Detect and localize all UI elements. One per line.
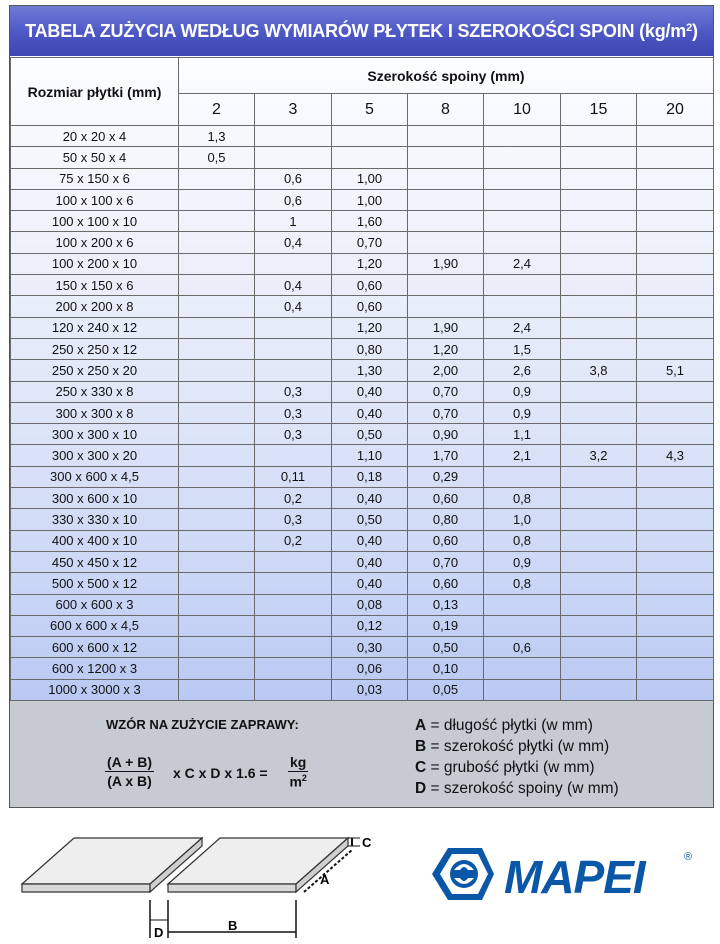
consumption-value-cell: 0,3 xyxy=(255,381,332,402)
consumption-value-cell xyxy=(179,594,255,615)
consumption-value-cell: 0,4 xyxy=(255,232,332,253)
consumption-value-cell xyxy=(561,211,637,232)
consumption-value-cell xyxy=(484,594,561,615)
consumption-value-cell xyxy=(179,466,255,487)
joint-width-column-15: 15 xyxy=(561,94,637,126)
table-row xyxy=(11,658,714,679)
table-row xyxy=(11,296,714,317)
footer-area xyxy=(0,812,720,944)
joint-width-header: Szerokość spoiny (mm) xyxy=(179,58,714,94)
tile-size-header: Rozmiar płytki (mm) xyxy=(11,58,179,126)
formula-heading: WZÓR NA ZUŻYCIE ZAPRAWY: xyxy=(106,717,299,732)
tile-size-cell: 100 x 100 x 10 xyxy=(11,211,179,232)
consumption-value-cell xyxy=(179,615,255,636)
consumption-value-cell xyxy=(637,509,714,530)
legend-text: = szerokość spoiny (w mm) xyxy=(426,780,619,797)
consumption-value-cell: 2,00 xyxy=(408,360,484,381)
consumption-value-cell xyxy=(561,126,637,147)
consumption-value-cell xyxy=(637,594,714,615)
tile-size-cell: 600 x 600 x 3 xyxy=(11,594,179,615)
consumption-value-cell: 0,05 xyxy=(408,679,484,700)
legend-key: C xyxy=(415,759,427,776)
consumption-value-cell xyxy=(408,232,484,253)
consumption-value-cell xyxy=(637,573,714,594)
table-row xyxy=(11,317,714,338)
consumption-value-cell xyxy=(561,147,637,168)
tile-size-cell: 200 x 200 x 8 xyxy=(11,296,179,317)
consumption-value-cell: 0,08 xyxy=(332,594,408,615)
consumption-table xyxy=(10,57,714,701)
consumption-value-cell: 0,3 xyxy=(255,509,332,530)
tile-left-front xyxy=(22,884,150,892)
formula-unit-m2 xyxy=(289,772,306,790)
tile-size-cell: 100 x 200 x 6 xyxy=(11,232,179,253)
mapei-logo xyxy=(418,840,708,910)
consumption-value-cell xyxy=(179,275,255,296)
consumption-value-cell: 0,60 xyxy=(332,296,408,317)
logo-wordmark: MAPEI xyxy=(504,851,645,903)
consumption-value-cell xyxy=(484,189,561,210)
consumption-value-cell: 1,00 xyxy=(332,189,408,210)
table-row xyxy=(11,509,714,530)
consumption-value-cell: 0,2 xyxy=(255,488,332,509)
tile-size-cell: 300 x 300 x 10 xyxy=(11,424,179,445)
consumption-value-cell xyxy=(255,594,332,615)
consumption-value-cell xyxy=(179,658,255,679)
joint-width-column-5: 5 xyxy=(332,94,408,126)
consumption-value-cell xyxy=(637,275,714,296)
consumption-value-cell xyxy=(255,551,332,572)
table-row xyxy=(11,338,714,359)
consumption-value-cell xyxy=(332,147,408,168)
tile-size-cell: 100 x 100 x 6 xyxy=(11,189,179,210)
consumption-value-cell: 1,3 xyxy=(179,126,255,147)
consumption-value-cell xyxy=(637,488,714,509)
consumption-value-cell xyxy=(484,232,561,253)
consumption-value-cell: 3,8 xyxy=(561,360,637,381)
tile-size-cell: 300 x 600 x 10 xyxy=(11,488,179,509)
table-row xyxy=(11,360,714,381)
consumption-value-cell xyxy=(408,126,484,147)
tile-size-cell: 500 x 500 x 12 xyxy=(11,573,179,594)
legend-text: = grubość płytki (w mm) xyxy=(426,759,595,776)
consumption-value-cell xyxy=(179,509,255,530)
formula-unit xyxy=(288,754,308,790)
legend-key: A xyxy=(415,717,427,734)
dim-b-label: B xyxy=(228,918,238,933)
table-title xyxy=(10,6,713,56)
tile-dimension-diagram xyxy=(14,824,374,944)
consumption-value-cell: 1,70 xyxy=(408,445,484,466)
formula-fraction xyxy=(105,754,154,789)
consumption-value-cell: 0,5 xyxy=(179,147,255,168)
consumption-value-cell: 0,40 xyxy=(332,573,408,594)
consumption-value-cell xyxy=(179,637,255,658)
consumption-value-cell: 3,2 xyxy=(561,445,637,466)
consumption-value-cell: 0,90 xyxy=(408,424,484,445)
formula-unit-kg: kg xyxy=(290,754,307,770)
consumption-value-cell xyxy=(255,317,332,338)
table-row xyxy=(11,147,714,168)
consumption-value-cell: 2,6 xyxy=(484,360,561,381)
title-end: ) xyxy=(692,20,698,41)
consumption-value-cell xyxy=(561,253,637,274)
consumption-value-cell: 0,6 xyxy=(255,168,332,189)
consumption-value-cell: 0,3 xyxy=(255,402,332,423)
legend-key: B xyxy=(415,738,427,755)
consumption-value-cell: 0,2 xyxy=(255,530,332,551)
table-row xyxy=(11,615,714,636)
consumption-value-cell xyxy=(637,615,714,636)
consumption-value-cell xyxy=(484,147,561,168)
consumption-value-cell xyxy=(179,551,255,572)
tile-size-cell: 150 x 150 x 6 xyxy=(11,275,179,296)
consumption-value-cell: 1,00 xyxy=(332,168,408,189)
tile-size-cell: 330 x 330 x 10 xyxy=(11,509,179,530)
consumption-value-cell: 0,06 xyxy=(332,658,408,679)
table-row xyxy=(11,126,714,147)
tile-right-front xyxy=(168,884,296,892)
tile-size-cell: 1000 x 3000 x 3 xyxy=(11,679,179,700)
tile-size-cell: 75 x 150 x 6 xyxy=(11,168,179,189)
table-row xyxy=(11,253,714,274)
consumption-value-cell xyxy=(561,168,637,189)
consumption-value-cell: 1,20 xyxy=(408,338,484,359)
consumption-value-cell xyxy=(484,679,561,700)
consumption-value-cell xyxy=(408,296,484,317)
consumption-value-cell: 0,19 xyxy=(408,615,484,636)
consumption-value-cell: 0,9 xyxy=(484,402,561,423)
consumption-value-cell xyxy=(637,466,714,487)
consumption-value-cell: 0,8 xyxy=(484,530,561,551)
joint-width-column-20: 20 xyxy=(637,94,714,126)
formula-section xyxy=(10,700,713,807)
consumption-value-cell: 0,8 xyxy=(484,488,561,509)
consumption-value-cell xyxy=(637,381,714,402)
consumption-value-cell xyxy=(561,275,637,296)
consumption-value-cell: 0,11 xyxy=(255,466,332,487)
tile-size-cell: 120 x 240 x 12 xyxy=(11,317,179,338)
consumption-value-cell xyxy=(637,189,714,210)
consumption-value-cell xyxy=(637,211,714,232)
consumption-value-cell xyxy=(561,381,637,402)
consumption-value-cell: 0,9 xyxy=(484,551,561,572)
table-row xyxy=(11,445,714,466)
table-row xyxy=(11,488,714,509)
table-row xyxy=(11,168,714,189)
consumption-value-cell xyxy=(179,296,255,317)
consumption-value-cell xyxy=(179,424,255,445)
consumption-value-cell: 2,1 xyxy=(484,445,561,466)
consumption-value-cell: 0,03 xyxy=(332,679,408,700)
dim-d-label: D xyxy=(154,925,164,940)
consumption-value-cell xyxy=(179,189,255,210)
consumption-table-panel xyxy=(9,5,714,808)
consumption-value-cell xyxy=(408,147,484,168)
consumption-value-cell xyxy=(179,253,255,274)
consumption-value-cell: 1,30 xyxy=(332,360,408,381)
tile-size-cell: 20 x 20 x 4 xyxy=(11,126,179,147)
tile-size-cell: 250 x 250 x 12 xyxy=(11,338,179,359)
consumption-value-cell xyxy=(179,445,255,466)
dim-a-label: A xyxy=(320,872,330,887)
consumption-value-cell xyxy=(561,573,637,594)
tile-size-cell: 300 x 600 x 4,5 xyxy=(11,466,179,487)
logo-registered-mark: ® xyxy=(684,851,693,863)
consumption-value-cell xyxy=(179,679,255,700)
consumption-value-cell: 0,60 xyxy=(332,275,408,296)
table-row xyxy=(11,466,714,487)
consumption-value-cell xyxy=(408,168,484,189)
consumption-value-cell xyxy=(179,488,255,509)
consumption-value-cell xyxy=(561,509,637,530)
consumption-value-cell: 0,70 xyxy=(332,232,408,253)
consumption-value-cell: 1,0 xyxy=(484,509,561,530)
consumption-value-cell xyxy=(484,296,561,317)
consumption-value-cell: 0,50 xyxy=(332,424,408,445)
tile-size-cell: 450 x 450 x 12 xyxy=(11,551,179,572)
consumption-value-cell xyxy=(179,211,255,232)
consumption-value-cell: 0,12 xyxy=(332,615,408,636)
table-row xyxy=(11,381,714,402)
consumption-value-cell: 0,6 xyxy=(484,637,561,658)
consumption-value-cell xyxy=(561,615,637,636)
consumption-value-cell xyxy=(561,658,637,679)
consumption-value-cell xyxy=(637,679,714,700)
consumption-value-cell: 0,30 xyxy=(332,637,408,658)
consumption-value-cell xyxy=(484,466,561,487)
consumption-value-cell xyxy=(179,360,255,381)
formula-numerator: (A + B) xyxy=(107,754,152,770)
consumption-value-cell xyxy=(484,126,561,147)
consumption-value-cell xyxy=(255,445,332,466)
tile-size-cell: 50 x 50 x 4 xyxy=(11,147,179,168)
consumption-value-cell xyxy=(408,211,484,232)
joint-width-column-10: 10 xyxy=(484,94,561,126)
tile-size-cell: 250 x 330 x 8 xyxy=(11,381,179,402)
consumption-value-cell xyxy=(561,189,637,210)
consumption-value-cell: 0,70 xyxy=(408,381,484,402)
consumption-value-cell: 0,40 xyxy=(332,381,408,402)
consumption-value-cell xyxy=(255,253,332,274)
consumption-value-cell: 0,3 xyxy=(255,424,332,445)
table-row xyxy=(11,232,714,253)
consumption-value-cell xyxy=(484,658,561,679)
consumption-value-cell xyxy=(179,317,255,338)
unit-m: m xyxy=(289,773,302,790)
tile-size-cell: 400 x 400 x 10 xyxy=(11,530,179,551)
consumption-value-cell: 0,60 xyxy=(408,488,484,509)
consumption-value-cell xyxy=(332,126,408,147)
consumption-value-cell: 0,40 xyxy=(332,551,408,572)
consumption-value-cell: 4,3 xyxy=(637,445,714,466)
consumption-value-cell xyxy=(179,402,255,423)
consumption-value-cell xyxy=(255,360,332,381)
consumption-value-cell xyxy=(255,338,332,359)
table-row xyxy=(11,679,714,700)
consumption-value-cell xyxy=(637,296,714,317)
consumption-value-cell: 0,29 xyxy=(408,466,484,487)
consumption-value-cell: 0,18 xyxy=(332,466,408,487)
consumption-value-cell xyxy=(484,615,561,636)
consumption-value-cell: 0,50 xyxy=(332,509,408,530)
consumption-value-cell xyxy=(561,488,637,509)
consumption-value-cell xyxy=(561,594,637,615)
consumption-value-cell xyxy=(637,637,714,658)
tile-size-cell: 300 x 300 x 8 xyxy=(11,402,179,423)
consumption-value-cell xyxy=(561,679,637,700)
consumption-value-cell xyxy=(179,168,255,189)
consumption-value-cell: 0,60 xyxy=(408,530,484,551)
table-row xyxy=(11,275,714,296)
table-row xyxy=(11,594,714,615)
consumption-value-cell: 0,8 xyxy=(484,573,561,594)
legend-item xyxy=(415,715,619,736)
consumption-value-cell: 0,50 xyxy=(408,637,484,658)
consumption-value-cell xyxy=(561,637,637,658)
legend-item xyxy=(415,757,619,778)
legend-item xyxy=(415,736,619,757)
consumption-value-cell: 1,90 xyxy=(408,253,484,274)
unit-m-sup: 2 xyxy=(301,773,307,783)
consumption-value-cell xyxy=(408,189,484,210)
consumption-value-cell: 1,5 xyxy=(484,338,561,359)
consumption-value-cell xyxy=(561,424,637,445)
consumption-value-cell xyxy=(561,338,637,359)
legend-key: D xyxy=(415,780,427,797)
tile-size-cell: 600 x 1200 x 3 xyxy=(11,658,179,679)
consumption-value-cell xyxy=(484,211,561,232)
table-row xyxy=(11,573,714,594)
consumption-value-cell: 1,10 xyxy=(332,445,408,466)
consumption-value-cell: 0,4 xyxy=(255,275,332,296)
consumption-value-cell xyxy=(255,679,332,700)
consumption-value-cell xyxy=(561,551,637,572)
consumption-value-cell: 1,20 xyxy=(332,253,408,274)
consumption-value-cell xyxy=(255,573,332,594)
consumption-value-cell: 0,10 xyxy=(408,658,484,679)
consumption-value-cell xyxy=(408,275,484,296)
table-row xyxy=(11,530,714,551)
joint-width-column-2: 2 xyxy=(179,94,255,126)
consumption-value-cell xyxy=(561,402,637,423)
consumption-value-cell: 5,1 xyxy=(637,360,714,381)
consumption-value-cell: 0,9 xyxy=(484,381,561,402)
formula-denominator: (A x B) xyxy=(107,773,152,789)
consumption-value-cell: 1,60 xyxy=(332,211,408,232)
joint-width-column-8: 8 xyxy=(408,94,484,126)
consumption-value-cell: 1,90 xyxy=(408,317,484,338)
consumption-value-cell xyxy=(637,551,714,572)
consumption-value-cell xyxy=(561,466,637,487)
consumption-value-cell xyxy=(637,338,714,359)
consumption-value-cell xyxy=(561,317,637,338)
consumption-value-cell xyxy=(561,530,637,551)
consumption-value-cell xyxy=(637,658,714,679)
tile-size-cell: 300 x 300 x 20 xyxy=(11,445,179,466)
consumption-value-cell: 0,60 xyxy=(408,573,484,594)
tile-size-cell: 100 x 200 x 10 xyxy=(11,253,179,274)
formula-multiplier: x C x D x 1.6 = xyxy=(173,765,268,781)
consumption-value-cell xyxy=(484,275,561,296)
consumption-value-cell xyxy=(179,232,255,253)
table-row xyxy=(11,211,714,232)
consumption-value-cell: 0,80 xyxy=(332,338,408,359)
consumption-value-cell xyxy=(255,637,332,658)
tile-size-cell: 600 x 600 x 12 xyxy=(11,637,179,658)
consumption-value-cell xyxy=(179,530,255,551)
legend-text: = długość płytki (w mm) xyxy=(426,717,593,734)
consumption-value-cell xyxy=(637,530,714,551)
legend-text: = szerokość płytki (w mm) xyxy=(426,738,610,755)
consumption-value-cell xyxy=(255,147,332,168)
formula-legend xyxy=(415,715,619,799)
consumption-value-cell xyxy=(484,168,561,189)
consumption-value-cell xyxy=(637,317,714,338)
consumption-value-cell xyxy=(637,402,714,423)
consumption-value-cell xyxy=(255,658,332,679)
consumption-value-cell xyxy=(255,126,332,147)
consumption-value-cell xyxy=(637,147,714,168)
table-row xyxy=(11,424,714,445)
consumption-value-cell: 0,6 xyxy=(255,189,332,210)
consumption-value-cell: 0,4 xyxy=(255,296,332,317)
table-row xyxy=(11,402,714,423)
consumption-value-cell: 0,70 xyxy=(408,551,484,572)
consumption-value-cell xyxy=(637,168,714,189)
consumption-value-cell xyxy=(179,573,255,594)
consumption-value-cell: 1,20 xyxy=(332,317,408,338)
consumption-value-cell: 0,80 xyxy=(408,509,484,530)
consumption-value-cell: 0,40 xyxy=(332,402,408,423)
table-row xyxy=(11,637,714,658)
consumption-value-cell: 0,70 xyxy=(408,402,484,423)
consumption-value-cell xyxy=(179,381,255,402)
consumption-value-cell xyxy=(179,338,255,359)
consumption-value-cell xyxy=(637,253,714,274)
consumption-value-cell: 0,40 xyxy=(332,488,408,509)
consumption-value-cell: 0,13 xyxy=(408,594,484,615)
tile-size-cell: 250 x 250 x 20 xyxy=(11,360,179,381)
title-text: TABELA ZUŻYCIA WEDŁUG WYMIARÓW PŁYTEK I SZEROKOŚCI SPOIN (kg/m xyxy=(25,20,687,41)
table-row xyxy=(11,551,714,572)
legend-item xyxy=(415,778,619,799)
tile-size-cell: 600 x 600 x 4,5 xyxy=(11,615,179,636)
dim-c-label: C xyxy=(362,835,372,850)
consumption-value-cell xyxy=(255,615,332,636)
consumption-value-cell: 2,4 xyxy=(484,253,561,274)
consumption-value-cell: 1 xyxy=(255,211,332,232)
consumption-value-cell xyxy=(637,126,714,147)
consumption-value-cell: 2,4 xyxy=(484,317,561,338)
title-superscript: 2 xyxy=(686,22,693,34)
joint-width-column-3: 3 xyxy=(255,94,332,126)
consumption-value-cell: 1,1 xyxy=(484,424,561,445)
consumption-value-cell xyxy=(637,232,714,253)
consumption-value-cell: 0,40 xyxy=(332,530,408,551)
consumption-value-cell xyxy=(561,232,637,253)
table-row xyxy=(11,189,714,210)
consumption-value-cell xyxy=(561,296,637,317)
consumption-value-cell xyxy=(637,424,714,445)
